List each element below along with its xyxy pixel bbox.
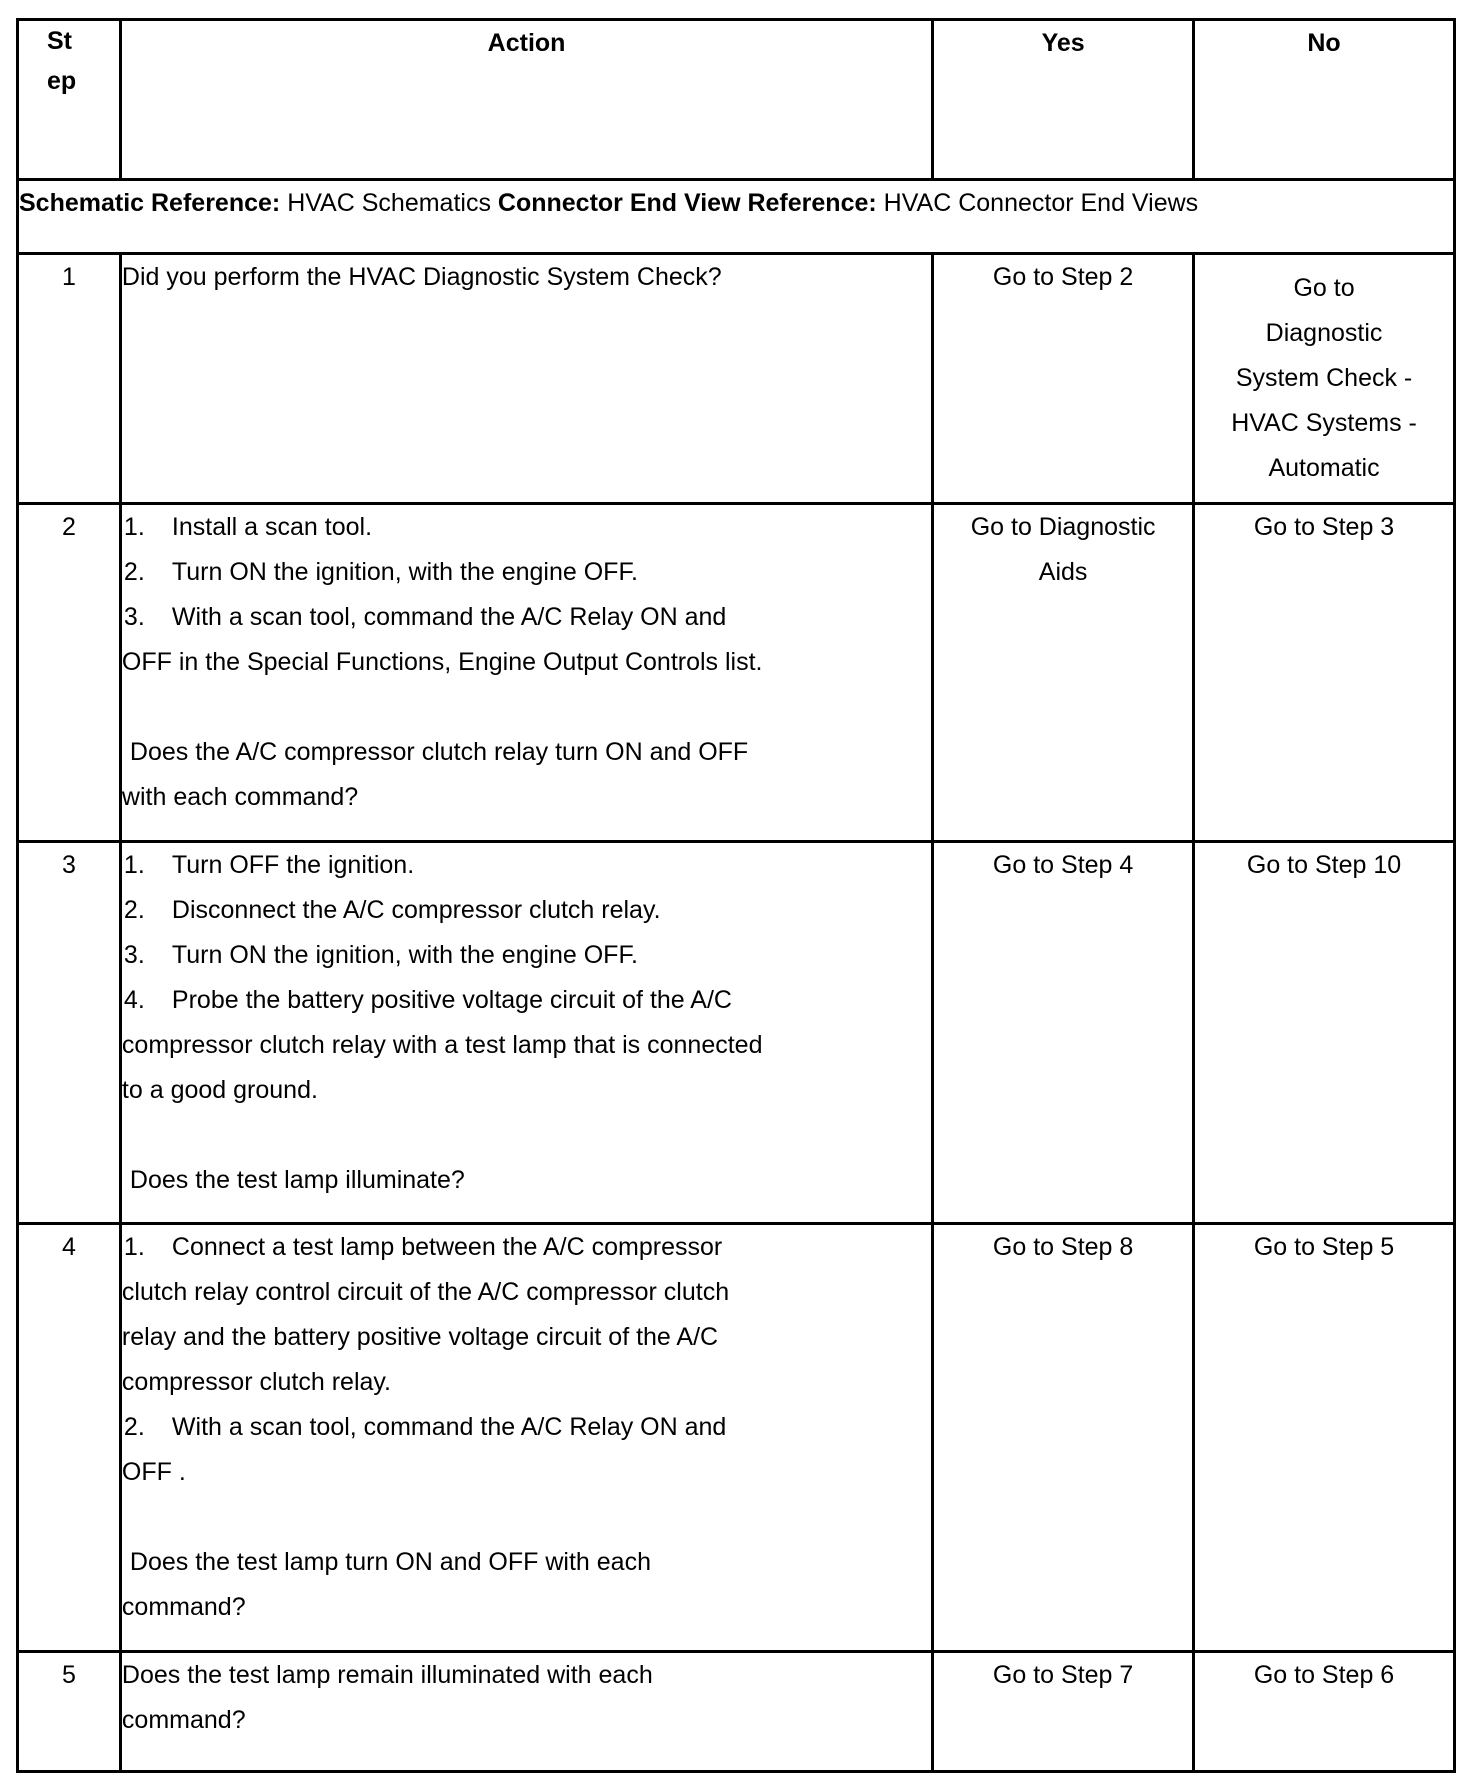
no-result: Go to Step 5 <box>1194 1224 1455 1652</box>
no-column-header: No <box>1194 20 1455 180</box>
yes-result: Go to Step 7 <box>933 1652 1194 1772</box>
list-item: 1. Install a scan tool. <box>123 513 373 541</box>
list-item: 2. Turn ON the ignition, with the engine OFF. <box>123 558 638 586</box>
instruction-list <box>122 843 931 1023</box>
action-cell <box>120 1224 932 1652</box>
action-text: command? <box>121 1706 246 1734</box>
list-item: 2. Disconnect the A/C compressor clutch relay. <box>123 896 661 924</box>
yes-result: Go to Step 2 <box>933 254 1194 504</box>
action-column-header: Action <box>120 20 932 180</box>
diagnostic-sheet <box>16 18 1456 1773</box>
question-text: command? <box>121 1593 246 1621</box>
action-text: relay and the battery positive voltage circuit of the A/C <box>121 1323 719 1351</box>
action-text: clutch relay control circuit of the A/C compressor clutch <box>121 1278 730 1306</box>
list-item: 2. With a scan tool, command the A/C Relay ON and <box>123 1413 727 1441</box>
action-text: OFF in the Special Functions, Engine Output Controls list. <box>121 648 763 676</box>
connector-reference-value: HVAC Connector End Views <box>883 189 1199 217</box>
step-column-header: St ep <box>18 20 121 180</box>
no-result: Go to Step 10 <box>1194 842 1455 1224</box>
table-header-row <box>18 20 1455 180</box>
schematic-reference-value: HVAC Schematics <box>287 189 491 217</box>
yes-result: Go to Diagnostic Aids <box>933 504 1194 842</box>
step-number: 3 <box>18 842 121 1224</box>
action-text: compressor clutch relay with a test lamp that is connected <box>121 1031 763 1059</box>
diagnostic-table <box>16 18 1456 1773</box>
no-result: Go to Diagnostic System Check - HVAC Systems - Automatic <box>1194 254 1455 504</box>
list-item: 1. Connect a test lamp between the A/C compressor <box>123 1233 723 1261</box>
question-text: Does the test lamp turn ON and OFF with each <box>129 1548 651 1576</box>
list-item: 4. Probe the battery positive voltage circuit of the A/C <box>123 986 732 1014</box>
reference-cell <box>18 180 1455 254</box>
connector-reference-label: Connector End View Reference: <box>497 189 877 217</box>
action-cell <box>120 842 932 1224</box>
yes-result: Go to Step 8 <box>933 1224 1194 1652</box>
table-row-step-1 <box>18 254 1455 504</box>
list-item: 3. With a scan tool, command the A/C Relay ON and <box>123 603 727 631</box>
no-result: Go to Step 3 <box>1194 504 1455 842</box>
action-text: to a good ground. <box>121 1076 318 1104</box>
action-text: OFF . <box>121 1458 186 1486</box>
instruction-list <box>122 1225 931 1270</box>
step-number: 1 <box>18 254 121 504</box>
action-text: Does the test lamp remain illuminated with each <box>121 1661 653 1689</box>
table-row-step-4 <box>18 1224 1455 1652</box>
yes-result: Go to Step 4 <box>933 842 1194 1224</box>
step-number: 4 <box>18 1224 121 1652</box>
action-cell <box>120 254 932 504</box>
schematic-reference-label: Schematic Reference: <box>19 189 281 217</box>
yes-column-header: Yes <box>933 20 1194 180</box>
no-result: Go to Step 6 <box>1194 1652 1455 1772</box>
question-text: Does the A/C compressor clutch relay turn ON and OFF <box>129 738 749 766</box>
action-cell <box>120 504 932 842</box>
list-item: 1. Turn OFF the ignition. <box>123 851 415 879</box>
action-text: compressor clutch relay. <box>121 1368 391 1396</box>
instruction-list <box>122 1405 931 1450</box>
reference-row <box>18 180 1455 254</box>
action-cell <box>120 1652 932 1772</box>
instruction-list <box>122 505 931 640</box>
list-item: 3. Turn ON the ignition, with the engine OFF. <box>123 941 638 969</box>
table-row-step-3 <box>18 842 1455 1224</box>
action-text: Did you perform the HVAC Diagnostic System Check? <box>121 263 722 291</box>
question-text: Does the test lamp illuminate? <box>129 1166 465 1194</box>
step-number: 5 <box>18 1652 121 1772</box>
table-row-step-2 <box>18 504 1455 842</box>
table-row-step-5 <box>18 1652 1455 1772</box>
question-text: with each command? <box>121 783 359 811</box>
step-number: 2 <box>18 504 121 842</box>
